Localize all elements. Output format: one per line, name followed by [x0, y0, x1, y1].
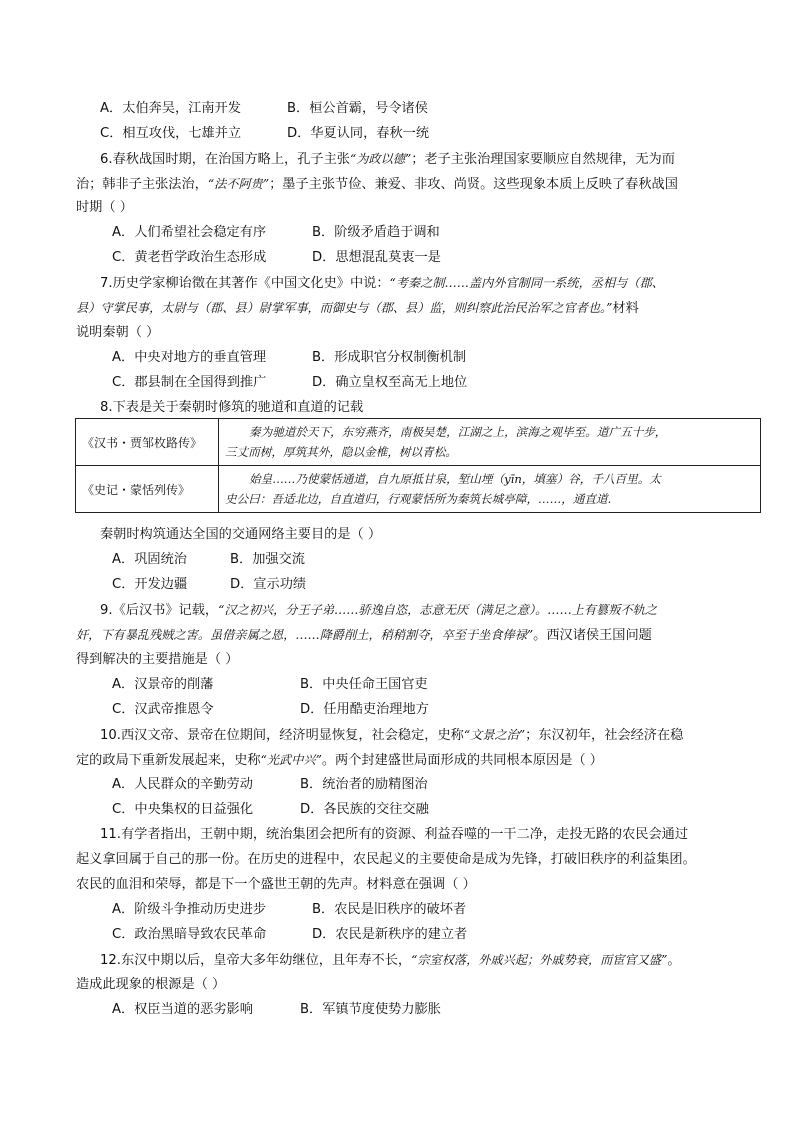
table-text-line: 秦为驰道於天下，东穷燕齐，南极吴楚，江湖之上，滨海之观毕至。道广五十步，	[249, 425, 667, 439]
q7-stem-line-3: 说明秦朝（ ）	[76, 325, 160, 340]
q12-option-a[interactable]: A．权臣当道的恶劣影响	[112, 1002, 253, 1017]
q5-option-a[interactable]: A．太伯奔吴，江南开发	[100, 101, 241, 116]
table-cell-book: 《史记・蒙恬列传》	[76, 466, 219, 513]
q6-text: ；墨子主张节俭、兼爱、非攻、尚贤。这些现象本质上反映了春秋战国	[269, 177, 678, 192]
q6-stem-line-1	[100, 149, 675, 169]
q9-option-a[interactable]: A．汉景帝的削藩	[112, 677, 214, 692]
q7-text: 材料	[612, 301, 639, 316]
q11-stem-line-2: 起义拿回属于自己的那一份。在历史的进程中，农民起义的主要使命是成为先锋，打破旧秩序的利益集团。	[76, 852, 696, 867]
q9-option-c[interactable]: C．汉武帝推恩令	[112, 702, 214, 717]
q7-stem-line-1	[100, 273, 664, 293]
q10-option-d[interactable]: D．各民族的交往交融	[300, 802, 429, 817]
q9-stem-line-1	[100, 600, 657, 620]
q5-option-b[interactable]: B．桓公首霸，号令诸侯	[287, 101, 428, 116]
q8-option-b[interactable]: B．加强交流	[230, 552, 305, 567]
q10-stem-line-1	[100, 725, 683, 745]
q8-stem: 秦朝时构筑通达全国的交通网络主要目的是（ ）	[100, 527, 382, 542]
q12-quote: “宗室权落，外戚兴起；外戚势衰，而宦官又盛”	[411, 953, 668, 967]
q6-stem-line-2	[76, 174, 678, 194]
table-row	[76, 466, 761, 513]
q11-stem-line-3: 农民的血泪和荣辱，都是下一个盛世王朝的先声。材料意在强调（ ）	[76, 877, 476, 892]
table-text-line: 三丈而树，厚筑其外，隐以金椎，树以青松。	[225, 445, 457, 459]
q5-option-c[interactable]: C．相互攻伐，七雄并立	[100, 126, 242, 141]
q6-option-a[interactable]: A．人们希望社会稳定有序	[112, 225, 267, 240]
q10-quote: “文景之治”	[463, 728, 526, 742]
q5-option-d[interactable]: D．华夏认同，春秋一统	[287, 126, 430, 141]
q6-option-b[interactable]: B．阶级矛盾趋于调和	[312, 225, 440, 240]
q9-stem-line-2	[76, 625, 652, 645]
q12-text: 。	[667, 953, 681, 968]
q8-option-d[interactable]: D．宣示功绩	[230, 577, 307, 592]
q8-intro: 8.下表是关于秦朝时修筑的驰道和直道的记载	[100, 400, 364, 415]
q10-option-a[interactable]: A．人民群众的辛勤劳动	[112, 777, 253, 792]
q6-option-c[interactable]: C．黄老哲学政治生态形成	[112, 250, 267, 265]
q8-source-table	[75, 418, 761, 513]
q8-option-c[interactable]: C．开发边疆	[112, 577, 188, 592]
table-cell-text	[219, 466, 761, 513]
q6-quote: “为政以德”	[349, 152, 412, 166]
table-cell-book: 《汉书・贾邹枚路传》	[76, 419, 219, 466]
q11-option-d[interactable]: D．农民是新秩序的建立者	[312, 927, 468, 942]
q6-quote: “法不阿贵”	[207, 177, 270, 191]
q7-text: 7.历史学家柳诒徵在其著作《中国文化史》中说：	[100, 276, 390, 291]
q11-stem-line-1: 11.有学者指出，王朝中期，统治集团会把所有的资源、利益吞噬的一干二净，走投无路的农民会通过	[100, 827, 689, 842]
q12-option-b[interactable]: B．军镇节度使势力膨胀	[300, 1002, 441, 1017]
q7-quote: 县）守掌民事，太尉与（郡、县）尉掌军事，而御史与（郡、县）监，则纠察此治民治军之官者也。”	[76, 301, 613, 315]
q11-option-a[interactable]: A．阶级斗争推动历史进步	[112, 902, 267, 917]
q10-quote: “光武中兴”	[260, 753, 322, 767]
q12-text: 12.东汉中期以后，皇帝大多年幼继位，且年寿不长，	[100, 953, 412, 968]
q11-option-b[interactable]: B．农民是旧秩序的破坏者	[312, 902, 467, 917]
table-cell-text	[219, 419, 761, 466]
q10-text: ；东汉初年，社会经济在稳	[525, 728, 684, 743]
q7-stem-line-2	[76, 298, 639, 318]
q10-text: 定的政局下重新发展起来，史称	[76, 753, 261, 768]
table-text-line: 始皇……乃使蒙恬通道，自九原抵甘泉，堑山堙（yīn，填塞）谷，千八百里。太	[249, 472, 661, 486]
q7-option-d[interactable]: D．确立皇权至高无上地位	[312, 375, 468, 390]
q11-option-c[interactable]: C．政治黑暗导致农民革命	[112, 927, 267, 942]
table-text-line: 史公曰：吾适北边，自直道归，行观蒙恬所为秦筑长城亭障，……，通直道.	[225, 492, 612, 506]
q6-text: ；老子主张治理国家要顺应自然规律，无为而	[411, 152, 675, 167]
q9-option-d[interactable]: D．任用酷吏治理地方	[300, 702, 429, 717]
q7-option-b[interactable]: B．形成职官分权制衡机制	[312, 350, 467, 365]
q9-text: 。西汉诸侯王国问题	[533, 628, 652, 643]
q8-option-a[interactable]: A．巩固统治	[112, 552, 187, 567]
q10-text: 10.西汉文帝、景帝在位期间，经济明显恢复，社会稳定，史称	[100, 728, 464, 743]
q6-text: 6.春秋战国时期，在治国方略上，孔子主张	[100, 152, 350, 167]
q7-quote: “考秦之制……盖内外官制同一系统，丞相与（郡、	[389, 276, 664, 290]
q12-stem-line-1	[100, 950, 681, 970]
q7-option-a[interactable]: A．中央对地方的垂直管理	[112, 350, 267, 365]
table-row	[76, 419, 761, 466]
q6-stem-line-3: 时期（ ）	[76, 200, 133, 215]
q6-text: 治；韩非子主张法治，	[76, 177, 208, 192]
q9-stem-line-3: 得到解决的主要措施是（ ）	[76, 652, 239, 667]
q9-option-b[interactable]: B．中央任命王国官吏	[300, 677, 428, 692]
q10-option-b[interactable]: B．统治者的励精图治	[300, 777, 428, 792]
q7-option-c[interactable]: C．郡县制在全国得到推广	[112, 375, 267, 390]
q10-text: 。两个封建盛世局面形成的共同根本原因是（ ）	[321, 753, 603, 768]
q10-option-c[interactable]: C．中央集权的日益强化	[112, 802, 254, 817]
q12-stem-line-2: 造成此现象的根源是（ ）	[76, 977, 226, 992]
q6-option-d[interactable]: D．思想混乱莫衷一是	[312, 250, 441, 265]
q9-quote: 奸，下有暴乱残贼之害。虽借亲属之恩，……降爵削土，稍稍割夺，卒至于坐食俸禄”	[76, 628, 534, 642]
q10-stem-line-2	[76, 750, 603, 770]
q9-text: 9.《后汉书》记载，	[100, 603, 219, 618]
q9-quote: “汉之初兴，分王子弟……骄逸自恣，志意无厌（满足之意）。……上有篡叛不轨之	[218, 603, 657, 617]
